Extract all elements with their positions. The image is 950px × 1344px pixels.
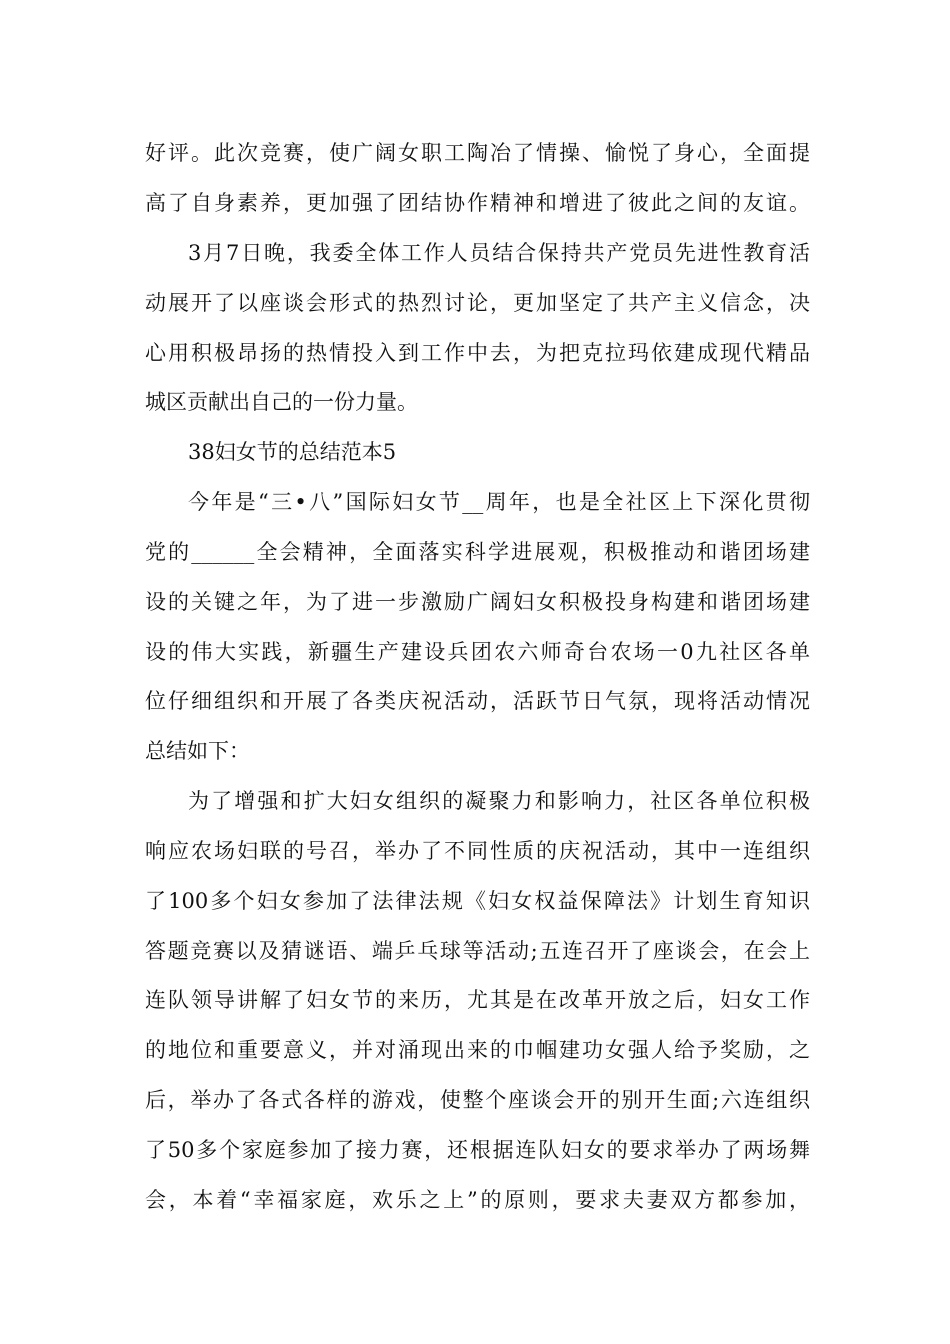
text-line: 好评。此次竞赛，使广阔女职工陶冶了情操、愉悦了身心，全面提 <box>145 141 810 165</box>
text-line: 城区贡献出自己的一份力量。 <box>145 390 418 414</box>
paragraph-start-line: 3月7日晚，我委全体工作人员结合保持共产党员先进性教育活 <box>188 241 810 265</box>
paragraph-start-line: 为了增强和扩大妇女组织的凝聚力和影响力，社区各单位积极 <box>188 789 810 813</box>
text-line: 会，本着“幸福家庭，欢乐之上”的原则，要求夫妻双方都参加， <box>145 1188 810 1212</box>
text-line: 连队领导讲解了妇女节的来历，尤其是在改革开放之后，妇女工作 <box>145 988 810 1012</box>
section-heading: 38妇女节的总结范本5 <box>188 440 397 464</box>
text-line: 了50多个家庭参加了接力赛，还根据连队妇女的要求举办了两场舞 <box>145 1138 810 1162</box>
paragraph-start-line: 今年是“三•八”国际妇女节__周年，也是全社区上下深化贯彻 <box>188 490 810 514</box>
text-line: 设的伟大实践，新疆生产建设兵团农六师奇台农场一0九社区各单 <box>145 640 810 664</box>
text-line: 总结如下： <box>145 739 250 763</box>
text-line: 响应农场妇联的号召，举办了不同性质的庆祝活动，其中一连组织 <box>145 839 810 863</box>
text-line: 答题竞赛以及猜谜语、端乒乓球等活动;五连召开了座谈会，在会上 <box>145 939 810 963</box>
text-line: 党的______全会精神，全面落实科学进展观，积极推动和谐团场建 <box>145 540 810 564</box>
text-line: 了100多个妇女参加了法律法规《妇女权益保障法》计划生育知识 <box>145 889 810 913</box>
text-line: 位仔细组织和开展了各类庆祝活动，活跃节日气氛，现将活动情况 <box>145 689 810 713</box>
text-line: 设的关键之年，为了进一步激励广阔妇女积极投身构建和谐团场建 <box>145 590 810 614</box>
text-line: 动展开了以座谈会形式的热烈讨论，更加坚定了共产主义信念，决 <box>145 291 810 315</box>
text-line: 的地位和重要意义，并对涌现出来的巾帼建功女强人给予奖励，之 <box>145 1038 810 1062</box>
text-line: 高了自身素养，更加强了团结协作精神和增进了彼此之间的友谊。 <box>145 191 810 215</box>
text-line: 后，举办了各式各样的游戏，使整个座谈会开的别开生面;六连组织 <box>145 1088 810 1112</box>
text-line: 心用积极昂扬的热情投入到工作中去，为把克拉玛依建成现代精品 <box>145 341 810 365</box>
